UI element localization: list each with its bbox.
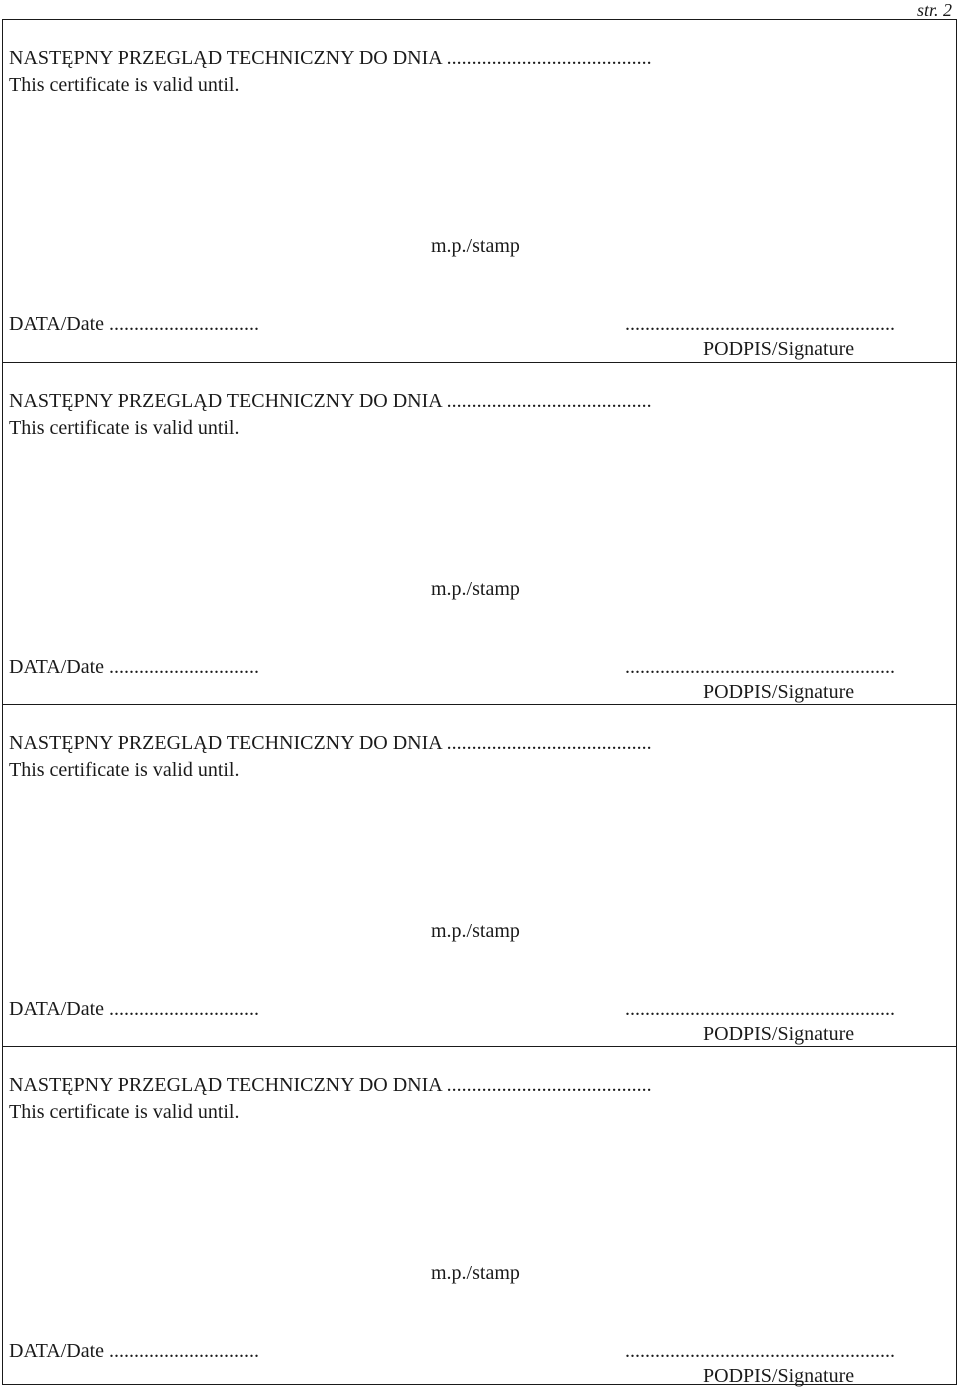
next-inspection-heading: NASTĘPNY PRZEGLĄD TECHNICZNY DO DNIA ......................................... [9,1074,652,1096]
inspection-section-4 [3,1046,956,1388]
stamp-label: m.p./stamp [431,1262,520,1284]
signature-label: PODPIS/Signature [703,1365,855,1387]
signature-line: ...................................................... [625,313,895,335]
next-inspection-heading: NASTĘPNY PRZEGLĄD TECHNICZNY DO DNIA ......................................... [9,390,652,412]
validity-note: This certificate is valid until. [9,74,240,96]
validity-note: This certificate is valid until. [9,1101,240,1123]
signature-line: ...................................................... [625,656,895,678]
stamp-label: m.p./stamp [431,920,520,942]
inspection-section-3 [3,704,956,1046]
signature-label: PODPIS/Signature [703,681,855,703]
date-field: DATA/Date .............................. [9,998,260,1020]
date-field: DATA/Date .............................. [9,313,260,335]
inspection-section-2 [3,362,956,704]
date-field: DATA/Date .............................. [9,656,260,678]
validity-note: This certificate is valid until. [9,759,240,781]
next-inspection-heading: NASTĘPNY PRZEGLĄD TECHNICZNY DO DNIA ......................................... [9,732,652,754]
signature-label: PODPIS/Signature [703,338,855,360]
page-number: str. 2 [916,0,952,20]
signature-label: PODPIS/Signature [703,1023,855,1045]
signature-line: ...................................................... [625,998,895,1020]
next-inspection-heading: NASTĘPNY PRZEGLĄD TECHNICZNY DO DNIA ......................................... [9,47,652,69]
validity-note: This certificate is valid until. [9,417,240,439]
inspection-form [2,19,957,1385]
stamp-label: m.p./stamp [431,578,520,600]
stamp-label: m.p./stamp [431,235,520,257]
signature-line: ...................................................... [625,1340,895,1362]
date-field: DATA/Date .............................. [9,1340,260,1362]
inspection-section-1 [3,20,956,362]
